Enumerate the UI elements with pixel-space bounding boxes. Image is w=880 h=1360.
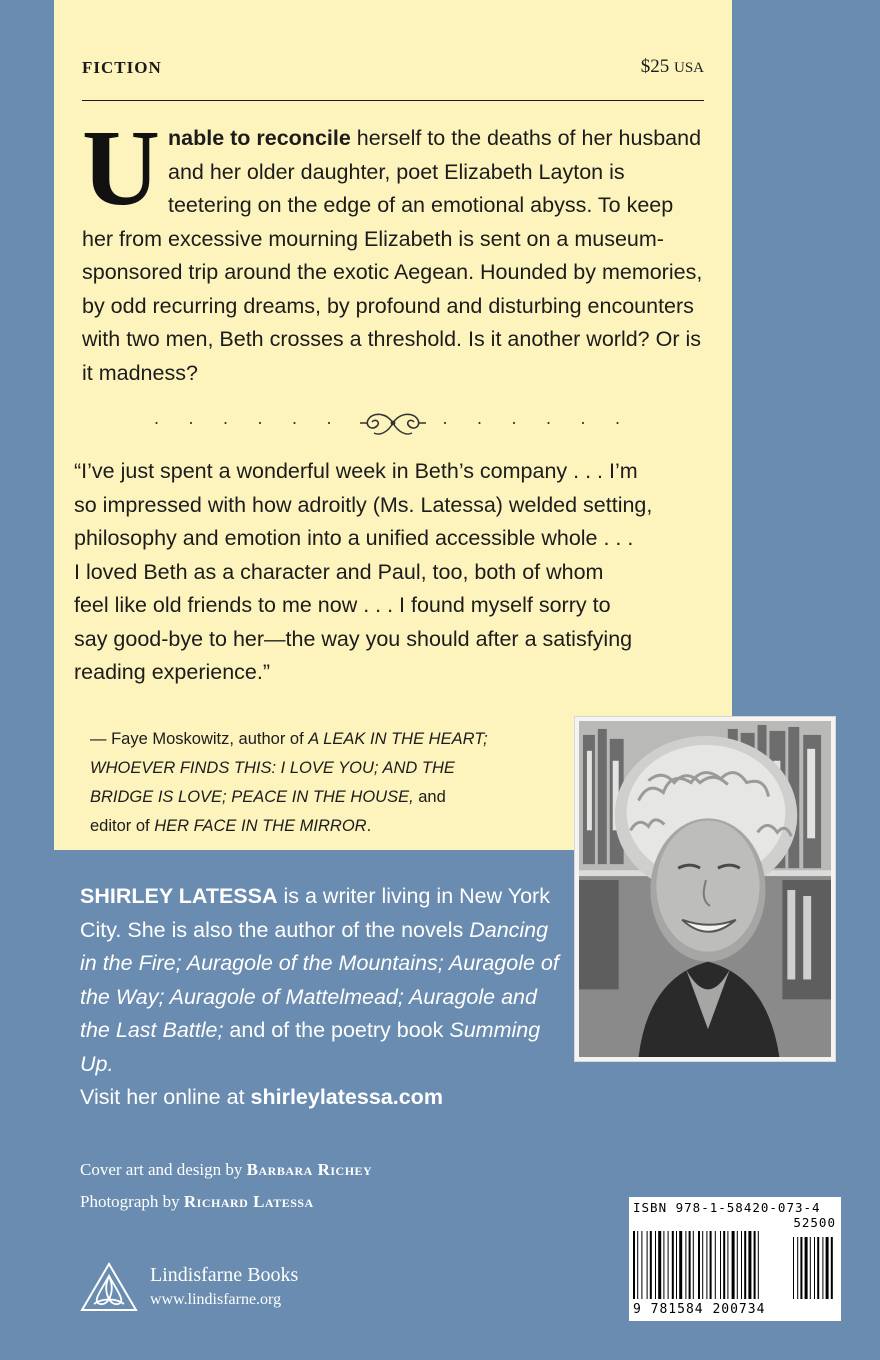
drop-cap: U <box>82 109 160 228</box>
publisher-url[interactable]: www.lindisfarne.org <box>150 1291 282 1308</box>
barcode-number: 9 781584 200734 <box>633 1302 766 1317</box>
isbn-label: ISBN 978-1-58420-073-4 <box>633 1200 821 1215</box>
publisher-block <box>80 1262 298 1312</box>
price-currency: USA <box>673 60 704 76</box>
author-website-link[interactable]: shirleylatessa.com <box>250 1085 443 1109</box>
quote-line: philosophy and emotion into a unified accessible whole . . . <box>74 526 634 550</box>
isbn-barcode <box>629 1197 841 1321</box>
quote-line: say good-bye to her—the way you should after a satisfying <box>74 626 633 651</box>
quote-attribution <box>90 725 554 841</box>
blurb-text: herself to the deaths of her husband and her older daughter, poet Elizabeth Layton is teetering on the edge of an emotional abyss. To keep her from excessive mourning Elizabeth is sent on a museum-sponsored trip around the exotic Aegean. Hounded by memories, by odd recurring dreams, by profound and disturbing encounters with two men, Beth crosses a threshold. Is it another world? Or is it madness? <box>82 126 703 385</box>
barcode-bars <box>633 1231 837 1299</box>
header-rule <box>82 100 704 101</box>
bio-visit: Visit her online at <box>80 1085 251 1109</box>
section-ornament <box>54 403 732 443</box>
ornament-dots-right: · · · · · · <box>442 412 633 433</box>
photo-credit <box>80 1186 372 1218</box>
author-portrait <box>574 716 836 1062</box>
review-quote <box>74 455 708 690</box>
blurb-lead: nable to reconcile <box>168 126 351 150</box>
cover-art-label: Cover art and design by <box>80 1160 247 1179</box>
price-value: $25 <box>640 56 670 77</box>
attribution-book: BRIDGE IS LOVE; PEACE IN THE HOUSE, <box>90 788 414 806</box>
cover-art-credit <box>80 1154 372 1186</box>
cover-artist-name: Barbara Richey <box>246 1160 373 1179</box>
photo-credit-label: Photograph by <box>80 1192 184 1211</box>
bio-poetry-book: Summing Up. <box>80 1018 541 1076</box>
author-bio <box>80 880 560 1115</box>
author-name: SHIRLEY LATESSA <box>80 884 278 908</box>
attribution-book: HER FACE IN THE MIRROR <box>154 817 367 835</box>
publisher-name: Lindisfarne Books <box>150 1264 299 1286</box>
cover-credits <box>80 1154 372 1218</box>
flourish-ornament-icon <box>358 406 428 440</box>
attribution-book: WHOEVER FINDS THIS: I LOVE YOU; AND THE <box>90 759 455 777</box>
price-code: 52500 <box>793 1215 836 1230</box>
attribution-and: and <box>413 788 446 806</box>
photographer-name: Richard Latessa <box>183 1192 314 1211</box>
attribution-book: A LEAK IN THE HEART; <box>308 730 488 748</box>
quote-line: feel like old friends to me now . . . I found myself sorry to <box>74 593 611 617</box>
price-label <box>641 56 704 78</box>
genre-label: FICTION <box>82 58 162 77</box>
attribution-prefix: — Faye Moskowitz, author of <box>90 730 309 748</box>
ornament-dots-left: · · · · · · <box>153 412 344 433</box>
bio-text-2: and of the poetry book <box>223 1018 450 1042</box>
bio-novels: Dancing in the Fire; Auragole of the Mountains; Auragole of the Way; Auragole of Mattelmead; Auragole and the Last Battle; <box>80 917 559 1042</box>
triquetra-triangle-icon <box>80 1262 138 1312</box>
quote-line: I loved Beth as a character and Paul, too, both of whom <box>74 559 604 584</box>
attribution-end: . <box>366 817 372 835</box>
quote-line: reading experience.” <box>74 660 271 684</box>
quote-line: so impressed with how adroitly (Ms. Latessa) welded setting, <box>74 492 653 517</box>
bio-text: is a writer living in New York City. She is also the author of the novels <box>80 884 550 942</box>
book-blurb <box>82 109 706 390</box>
quote-line: “I’ve just spent a wonderful week in Beth’s company . . . I’m <box>74 459 638 483</box>
author-photo-image <box>579 721 831 1057</box>
attribution-editor: editor of <box>90 817 155 835</box>
